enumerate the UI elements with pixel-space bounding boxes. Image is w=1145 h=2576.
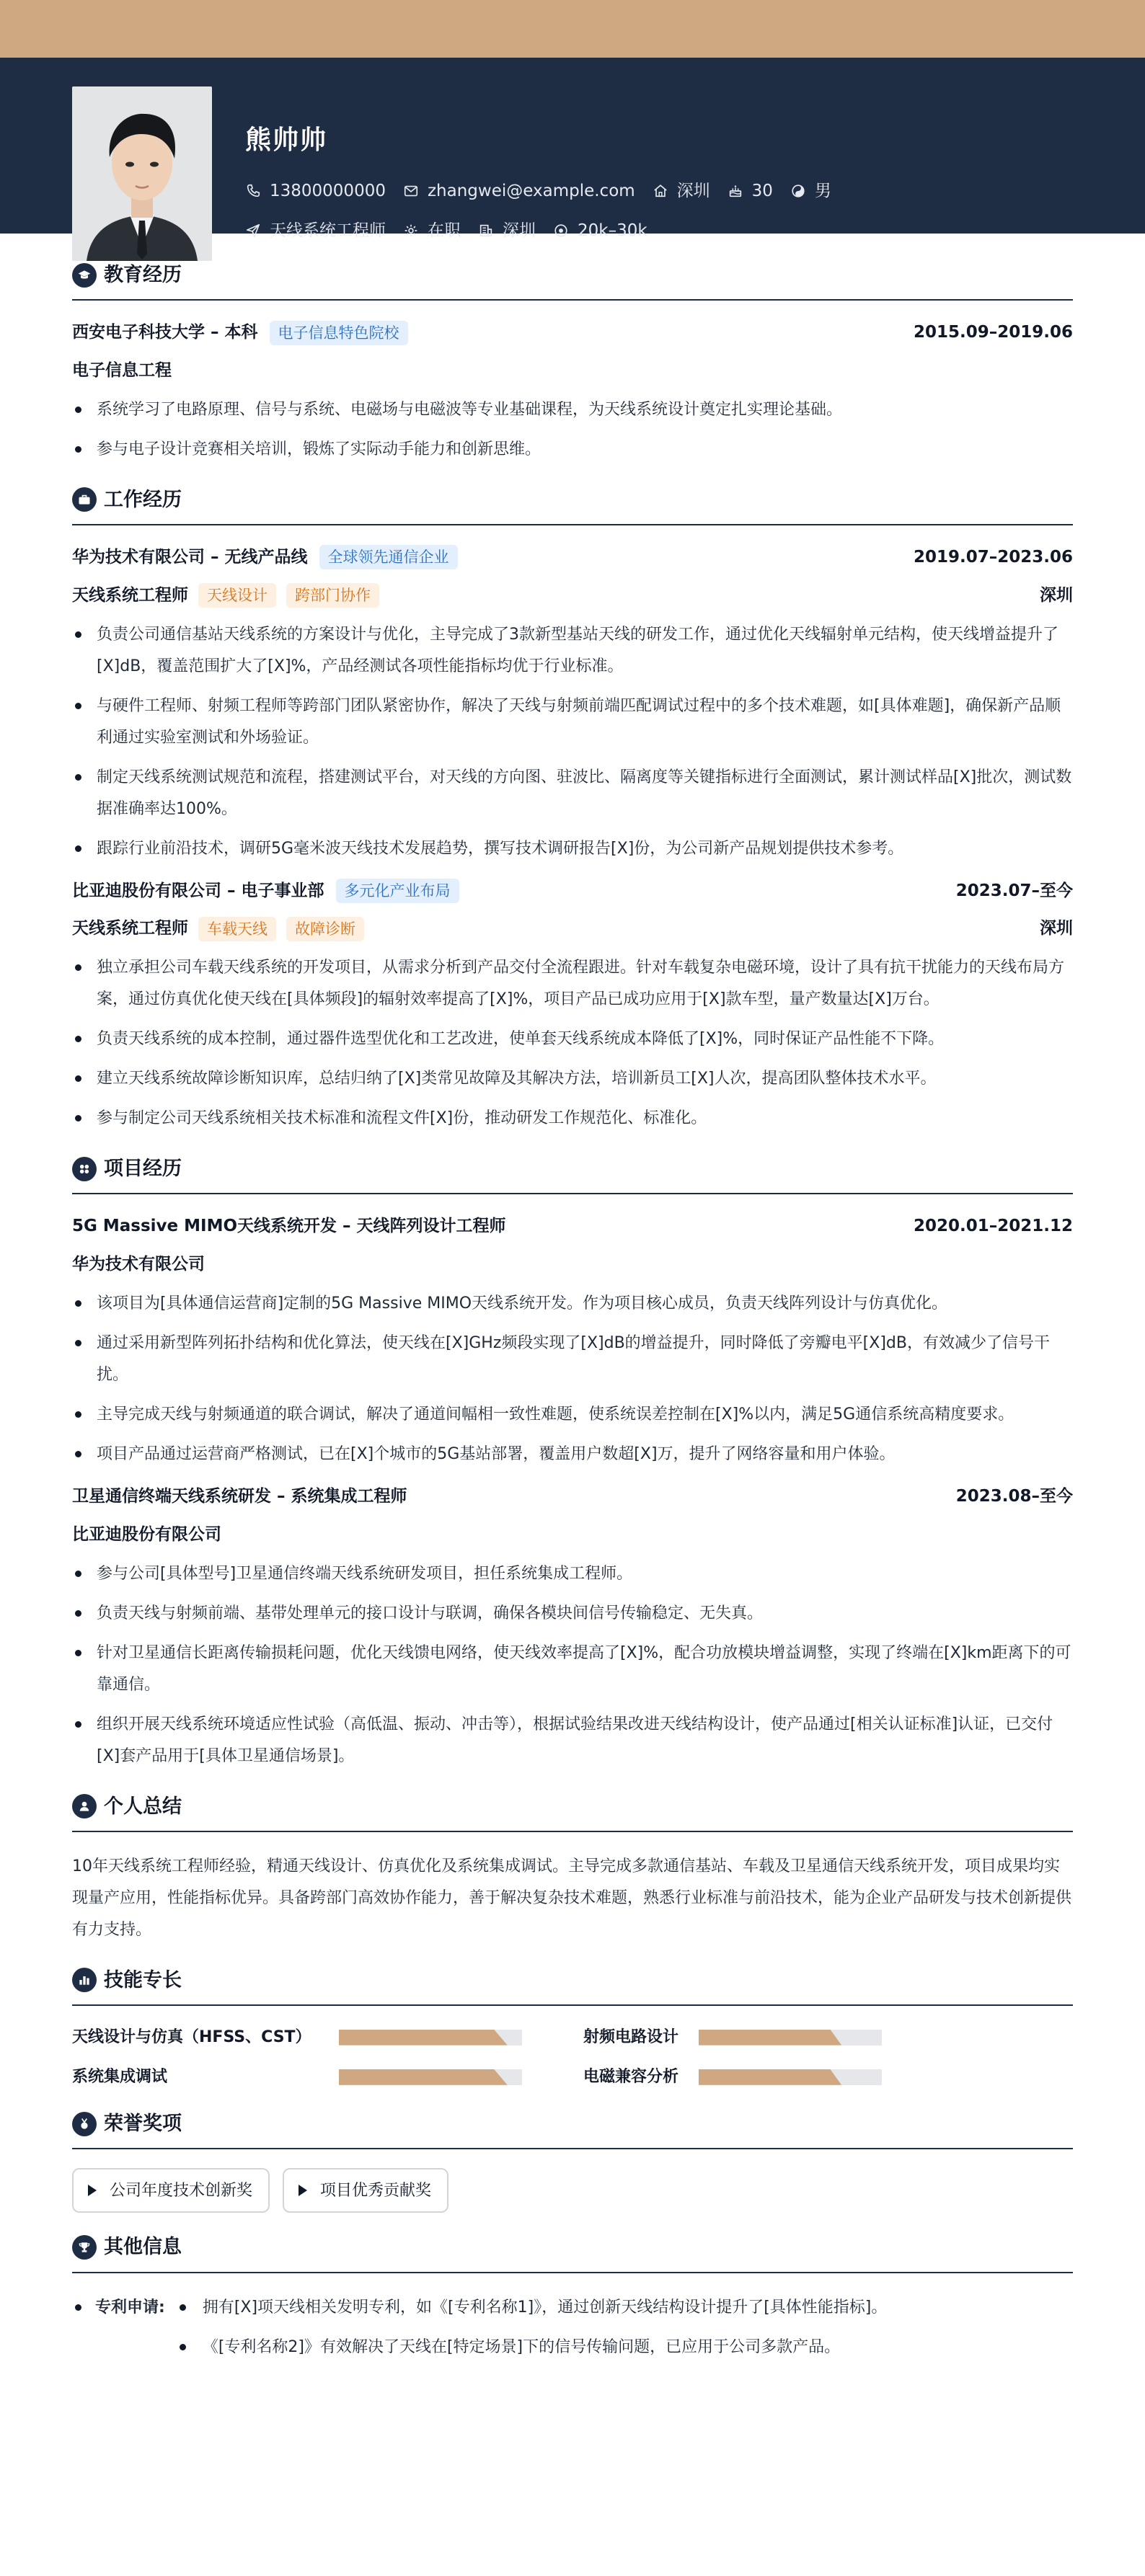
project-name: 5G Massive MIMO天线系统开发 – 天线阵列设计工程师	[72, 1217, 506, 1236]
list-item: 通过采用新型阵列拓扑结构和优化算法，使天线在[X]GHz频段实现了[X]dB的增益提升，同时降低了旁瓣电平[X]dB，有效减少了信号干扰。	[72, 1328, 1073, 1391]
skill-bar-fill	[699, 2030, 841, 2046]
skill-name: 系统集成调试	[72, 2068, 168, 2087]
skill-tag: 故障诊断	[286, 917, 364, 941]
company-badge: 多元化产业布局	[336, 879, 459, 903]
list-item: 组织开展天线系统环境适应性试验（高低温、振动、冲击等），根据试验结果改进天线结构设计，使产品通过[相关认证标准]认证，已交付[X]套产品用于[具体卫星通信场景]。	[72, 1709, 1073, 1772]
salary-item	[553, 218, 647, 244]
section-title: 荣誉奖项	[104, 2113, 182, 2136]
skill-tag: 天线设计	[198, 583, 276, 608]
skill-bar	[339, 2030, 522, 2046]
cake-icon	[728, 183, 743, 199]
skill-tag: 跨部门协作	[286, 583, 379, 608]
skill-bar	[699, 2030, 882, 2046]
city-item	[653, 178, 710, 205]
gender-item	[790, 178, 831, 205]
avatar	[72, 86, 212, 261]
phone-icon	[245, 183, 261, 199]
section-header	[72, 2108, 1073, 2149]
skill-item	[583, 2025, 1016, 2050]
skill-bar-fill	[699, 2069, 841, 2085]
list-item: 负责天线系统的成本控制，通过器件选型优化和工艺改进，使单套天线系统成本降低了[X]%，同时保证产品性能不下降。	[72, 1023, 1073, 1055]
phone-item[interactable]	[245, 178, 386, 205]
target-role-item	[245, 218, 386, 244]
section-title: 工作经历	[104, 488, 182, 511]
section-header	[72, 259, 1073, 301]
list-item: 项目产品通过运营商严格测试，已在[X]个城市的5G基站部署，覆盖用户数超[X]万，提升了网络容量和用户体验。	[72, 1439, 1073, 1470]
skill-bar	[699, 2069, 882, 2085]
list-item: 主导完成天线与射频通道的联合调试，解决了通道间幅相一致性难题，使系统误差控制在[X]%以内，满足5G通信系统高精度要求。	[72, 1399, 1073, 1431]
chart-icon	[72, 1968, 97, 1992]
job-role	[72, 582, 379, 609]
list-item: 参与公司[具体型号]卫星通信终端天线系统研发项目，担任系统集成工程师。	[72, 1558, 1073, 1590]
project-org: 比亚迪股份有限公司	[72, 1524, 221, 1544]
section-header	[72, 484, 1073, 525]
company-title	[72, 544, 458, 571]
list-item: 制定天线系统测试规范和流程，搭建测试平台，对天线的方向图、驻波比、隔离度等关键指标进行全面测试，累计测试样品[X]批次，测试数据准确率达100%。	[72, 762, 1073, 825]
job-date: 2019.07–2023.06	[913, 547, 1073, 567]
status-item	[403, 218, 461, 244]
coin-icon	[553, 223, 569, 239]
header	[0, 58, 1145, 240]
award-chip	[283, 2168, 448, 2213]
school-name: 西安电子科技大学 – 本科	[72, 323, 258, 342]
award-label: 项目优秀贡献奖	[320, 2181, 432, 2200]
job-header	[72, 544, 1073, 571]
intent-row	[245, 218, 665, 244]
summary-text: 10年天线系统工程师经验，精通天线设计、仿真优化及系统集成调试。主导完成多款通信基站、车载及卫星通信天线系统开发，项目成果均实现量产应用，性能指标优异。具备跨部门高效协作能力，善于解决复杂技术难题，熟悉行业标准与前沿技术，能为企业产品研发与技术创新提供有力支持。	[72, 1857, 1072, 1939]
job-bullets	[72, 952, 1073, 1134]
list-item: 建立天线系统故障诊断知识库，总结归纳了[X]类常见故障及其解决方法，培训新员工[X]人次，提高团队整体技术水平。	[72, 1063, 1073, 1095]
job-location: 深圳	[1040, 585, 1073, 605]
skill-name: 电磁兼容分析	[583, 2068, 679, 2087]
school-title	[72, 319, 408, 346]
list-item: 拥有[X]项天线相关发明专利，如《[专利名称1]》，通过创新天线结构设计提升了[具体性能指标]。	[177, 2292, 888, 2324]
skills-section	[72, 1965, 1073, 2090]
project-header	[72, 1213, 1073, 1240]
skill-item	[72, 2064, 583, 2089]
education-bullets	[72, 394, 1073, 466]
section-title: 技能专长	[104, 1968, 182, 1991]
target-role-value: 天线系统工程师	[270, 221, 386, 240]
city-value: 深圳	[676, 182, 710, 200]
job-role	[72, 915, 364, 942]
list-item: 《[专利名称2]》有效解决了天线在[特定场景]下的信号传输问题，已应用于公司多款产品。	[177, 2332, 888, 2363]
skills-grid	[72, 2025, 1073, 2089]
send-icon	[245, 223, 261, 239]
list-item: 针对卫星通信长距离传输损耗问题，优化天线馈电网络，使天线效率提高了[X]%，配合功放模块增益调整，实现了终端在[X]km距离下的可靠通信。	[72, 1638, 1073, 1701]
section-header	[72, 1791, 1073, 1832]
user-icon	[72, 1794, 97, 1818]
education-date: 2015.09–2019.06	[913, 323, 1073, 342]
major: 电子信息工程	[72, 360, 172, 380]
medal-icon	[72, 2112, 97, 2136]
resume-content	[0, 234, 1145, 2384]
header-accent-band	[0, 0, 1145, 58]
skill-name: 天线设计与仿真（HFSS、CST）	[72, 2028, 311, 2046]
company-badge: 全球领先通信企业	[319, 545, 458, 569]
patent-list	[177, 2292, 888, 2371]
list-item: 跟踪行业前沿技术，调研5G毫米波天线技术发展趋势，撰写技术调研报告[X]份，为公司新产品规划提供技术参考。	[72, 833, 1073, 865]
skill-item	[72, 2025, 583, 2050]
status-value: 在职	[428, 221, 461, 240]
projects-section	[72, 1153, 1073, 1772]
list-item: 负责天线与射频前端、基带处理单元的接口设计与联调，确保各模块间信号传输稳定、无失真。	[72, 1598, 1073, 1630]
list-item: 与硬件工程师、射频工程师等跨部门团队紧密协作，解决了天线与射频前端匹配调试过程中的多个技术难题，如[具体难题]，确保新产品顺利通过实验室测试和外场验证。	[72, 690, 1073, 754]
section-title: 个人总结	[104, 1795, 182, 1818]
job-bullets	[72, 619, 1073, 865]
candidate-name: 熊帅帅	[245, 125, 328, 155]
role-title: 天线系统工程师	[72, 919, 188, 938]
section-title: 教育经历	[104, 264, 182, 286]
email-address: zhangwei@example.com	[427, 182, 635, 200]
list-item: 独立承担公司车载天线系统的开发项目，从需求分析到产品交付全流程跟进。针对车载复杂电磁环境，设计了具有抗干扰能力的天线布局方案，通过仿真优化使天线在[具体频段]的辐射效率提高了[X]%，项目产品已成功应用于[X]款车型，量产数量达[X]万台。	[72, 952, 1073, 1016]
job-location: 深圳	[1040, 919, 1073, 938]
project-org: 华为技术有限公司	[72, 1255, 205, 1274]
section-header	[72, 2231, 1073, 2273]
company-name: 华为技术有限公司 – 无线产品线	[72, 547, 308, 567]
project-date: 2020.01–2021.12	[913, 1217, 1073, 1236]
mail-icon	[403, 183, 419, 199]
job-header	[72, 878, 1073, 905]
project-bullets	[72, 1288, 1073, 1470]
section-header	[72, 1153, 1073, 1194]
work-section	[72, 484, 1073, 1134]
skill-item	[583, 2064, 1016, 2089]
age-item	[728, 178, 773, 205]
job-role-row	[72, 915, 1073, 942]
skill-bar-fill	[339, 2069, 508, 2085]
home-icon	[653, 183, 668, 199]
project-date: 2023.08–至今	[955, 1486, 1073, 1506]
contact-row	[245, 178, 849, 205]
graduation-cap-icon	[72, 263, 97, 288]
award-label: 公司年度技术创新奖	[110, 2181, 253, 2200]
briefcase-icon	[72, 487, 97, 512]
play-icon	[299, 2185, 307, 2196]
target-city-value: 深圳	[503, 221, 536, 240]
patent-label: 专利申请:	[72, 2292, 165, 2324]
section-header	[72, 1965, 1073, 2006]
award-chip	[72, 2168, 270, 2213]
skill-bar	[339, 2069, 522, 2085]
education-entry-header	[72, 319, 1073, 346]
skill-bar-fill	[339, 2030, 508, 2046]
other-section	[72, 2231, 1073, 2384]
building-icon	[478, 223, 494, 239]
list-item: 该项目为[具体通信运营商]定制的5G Massive MIMO天线系统开发。作为项目核心成员，负责天线阵列设计与仿真优化。	[72, 1288, 1073, 1320]
list-item: 参与电子设计竞赛相关培训，锻炼了实际动手能力和创新思维。	[72, 434, 1073, 466]
awards-section	[72, 2108, 1073, 2213]
portrait-image	[72, 86, 212, 261]
section-title: 其他信息	[104, 2236, 182, 2259]
other-info	[72, 2292, 1073, 2384]
list-item: 系统学习了电路原理、信号与系统、电磁场与电磁波等专业基础课程，为天线系统设计奠定扎实理论基础。	[72, 394, 1073, 426]
skill-tag: 车载天线	[198, 917, 276, 941]
job-role-row	[72, 582, 1073, 609]
age-value: 30	[751, 182, 773, 200]
gender-icon	[790, 183, 806, 199]
skill-name: 射频电路设计	[583, 2028, 679, 2046]
gender-value: 男	[814, 182, 831, 200]
summary-section	[72, 1791, 1073, 1946]
salary-value: 20k–30k	[578, 221, 647, 240]
list-item: 负责公司通信基站天线系统的方案设计与优化，主导完成了3款新型基站天线的研发工作，通过优化天线辐射单元结构，使天线增益提升了[X]dB，覆盖范围扩大了[X]%，产品经测试各项性能指标均优于行业标准。	[72, 619, 1073, 683]
settings-icon	[403, 223, 419, 239]
project-name: 卫星通信终端天线系统研发 – 系统集成工程师	[72, 1486, 407, 1506]
play-icon	[88, 2185, 97, 2196]
grid-icon	[72, 1157, 97, 1181]
role-title: 天线系统工程师	[72, 585, 188, 605]
target-city-item	[478, 218, 536, 244]
education-section	[72, 259, 1073, 466]
list-item: 参与制定公司天线系统相关技术标准和流程文件[X]份，推动研发工作规范化、标准化。	[72, 1103, 1073, 1134]
company-title	[72, 878, 459, 905]
trophy-icon	[72, 2235, 97, 2260]
company-name: 比亚迪股份有限公司 – 电子事业部	[72, 881, 324, 900]
school-badge: 电子信息特色院校	[270, 321, 408, 345]
job-date: 2023.07–至今	[955, 881, 1073, 900]
project-bullets	[72, 1558, 1073, 1772]
section-title: 项目经历	[104, 1158, 182, 1181]
phone-number: 13800000000	[270, 182, 386, 200]
email-item[interactable]	[403, 178, 635, 205]
awards-list	[72, 2168, 1073, 2213]
project-header	[72, 1483, 1073, 1510]
